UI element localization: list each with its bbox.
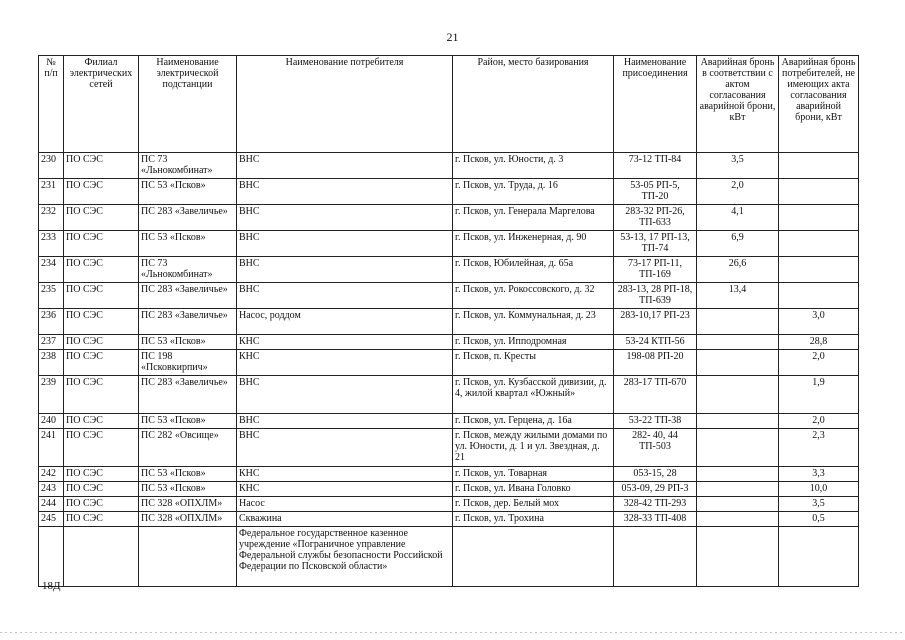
row-consumer: ВНС <box>237 205 453 231</box>
table-row <box>39 482 859 497</box>
row-branch: ПО СЭС <box>64 309 139 335</box>
row-consumer: Насос <box>237 497 453 512</box>
table-row <box>39 467 859 482</box>
table-row <box>39 429 859 467</box>
row-substation: ПС 328 «ОПХЛМ» <box>139 512 237 527</box>
row-connection: 283-17 ТП-670 <box>614 376 697 414</box>
row-consumer: Федеральное государственное казенное учреждение «Пограничное управление Федеральной службы безопасности Российской Федерации по Псковской области» <box>237 527 453 587</box>
row-district: г. Псков, ул. Ипподромная <box>453 335 614 350</box>
table-row <box>39 231 859 257</box>
row-connection: 198-08 РП-20 <box>614 350 697 376</box>
row-substation: ПС 53 «Псков» <box>139 335 237 350</box>
row-consumer: Скважина <box>237 512 453 527</box>
row-substation: ПС 53 «Псков» <box>139 179 237 205</box>
row-reserve-noact: 2,3 <box>779 429 859 467</box>
row-branch: ПО СЭС <box>64 335 139 350</box>
row-reserve-noact: 2,0 <box>779 350 859 376</box>
row-reserve-act <box>697 350 779 376</box>
row-consumer: КНС <box>237 467 453 482</box>
row-substation: ПС 73 «Льнокомбинат» <box>139 153 237 179</box>
row-reserve-noact <box>779 283 859 309</box>
row-connection: 53-24 КТП-56 <box>614 335 697 350</box>
row-branch: ПО СЭС <box>64 179 139 205</box>
row-substation: ПС 282 «Овсище» <box>139 429 237 467</box>
row-connection: 328-33 ТП-408 <box>614 512 697 527</box>
header-reserve-act: Аварийная бронь в соответствии с актом согласования аварийной брони, кВт <box>697 56 779 153</box>
row-reserve-act <box>697 376 779 414</box>
table-header-row <box>39 56 859 153</box>
row-branch: ПО СЭС <box>64 376 139 414</box>
row-consumer: КНС <box>237 335 453 350</box>
row-reserve-act <box>697 527 779 587</box>
header-connection: Наименование присоединения <box>614 56 697 153</box>
row-district: г. Псков, Юбилейная, д. 65а <box>453 257 614 283</box>
row-substation: ПС 283 «Завеличье» <box>139 309 237 335</box>
row-branch: ПО СЭС <box>64 283 139 309</box>
row-number: 232 <box>39 205 64 231</box>
reserve-table-wrapper <box>38 55 859 587</box>
row-district: г. Псков, ул. Трохина <box>453 512 614 527</box>
row-branch: ПО СЭС <box>64 467 139 482</box>
row-reserve-noact: 1,9 <box>779 376 859 414</box>
row-number: 237 <box>39 335 64 350</box>
row-reserve-act <box>697 429 779 467</box>
row-branch: ПО СЭС <box>64 153 139 179</box>
row-district: г. Псков, ул. Рокоссовского, д. 32 <box>453 283 614 309</box>
header-num: № п/п <box>39 56 64 153</box>
row-substation: ПС 53 «Псков» <box>139 414 237 429</box>
row-substation: ПС 283 «Завеличье» <box>139 205 237 231</box>
row-district: г. Псков, п. Кресты <box>453 350 614 376</box>
row-connection <box>614 527 697 587</box>
row-district: г. Псков, ул. Кузбасской дивизии, д. 4, жилой квартал «Южный» <box>453 376 614 414</box>
row-reserve-act <box>697 335 779 350</box>
row-reserve-act <box>697 482 779 497</box>
row-reserve-noact <box>779 205 859 231</box>
table-row <box>39 179 859 205</box>
row-connection: 283-32 РП-26, ТП-633 <box>614 205 697 231</box>
table-row <box>39 205 859 231</box>
row-reserve-noact <box>779 179 859 205</box>
row-branch: ПО СЭС <box>64 350 139 376</box>
row-district: г. Псков, ул. Герцена, д. 16а <box>453 414 614 429</box>
row-reserve-act: 3,5 <box>697 153 779 179</box>
row-substation: ПС 53 «Псков» <box>139 231 237 257</box>
row-number: 233 <box>39 231 64 257</box>
row-reserve-noact <box>779 153 859 179</box>
row-branch: ПО СЭС <box>64 257 139 283</box>
scan-artifact-line <box>0 632 905 633</box>
row-district: г. Псков, ул. Юности, д. 3 <box>453 153 614 179</box>
row-number: 241 <box>39 429 64 467</box>
row-connection: 53-05 РП-5, ТП-20 <box>614 179 697 205</box>
page-number: 21 <box>446 30 459 44</box>
row-substation: ПС 328 «ОПХЛМ» <box>139 497 237 512</box>
row-district: г. Псков, ул. Генерала Маргелова <box>453 205 614 231</box>
row-reserve-act <box>697 467 779 482</box>
row-number: 236 <box>39 309 64 335</box>
row-connection: 73-17 РП-11, ТП-169 <box>614 257 697 283</box>
row-branch: ПО СЭС <box>64 512 139 527</box>
row-consumer: ВНС <box>237 429 453 467</box>
header-substation: Наименование электрической подстанции <box>139 56 237 153</box>
header-reserve-noact: Аварийная бронь потребителей, не имеющих акта согласования аварийной брони, кВт <box>779 56 859 153</box>
row-reserve-noact: 28,8 <box>779 335 859 350</box>
table-row <box>39 527 859 587</box>
row-connection: 53-22 ТП-38 <box>614 414 697 429</box>
row-reserve-noact: 0,5 <box>779 512 859 527</box>
row-branch <box>64 527 139 587</box>
row-reserve-act: 4,1 <box>697 205 779 231</box>
row-substation: ПС 53 «Псков» <box>139 467 237 482</box>
row-number: 239 <box>39 376 64 414</box>
row-district: г. Псков, ул. Товарная <box>453 467 614 482</box>
table-row <box>39 376 859 414</box>
row-number: 245 <box>39 512 64 527</box>
row-number: 235 <box>39 283 64 309</box>
row-consumer: ВНС <box>237 179 453 205</box>
emergency-reserve-table <box>38 55 859 587</box>
row-connection: 053-15, 28 <box>614 467 697 482</box>
row-branch: ПО СЭС <box>64 482 139 497</box>
row-substation: ПС 73 «Льнокомбинат» <box>139 257 237 283</box>
table-row <box>39 257 859 283</box>
row-branch: ПО СЭС <box>64 414 139 429</box>
row-number: 240 <box>39 414 64 429</box>
row-number: 243 <box>39 482 64 497</box>
row-substation: ПС 283 «Завеличье» <box>139 376 237 414</box>
row-district: г. Псков, ул. Коммунальная, д. 23 <box>453 309 614 335</box>
footer-code: 18Д <box>42 580 61 592</box>
row-reserve-noact <box>779 527 859 587</box>
row-reserve-noact <box>779 231 859 257</box>
row-branch: ПО СЭС <box>64 231 139 257</box>
row-consumer: ВНС <box>237 153 453 179</box>
table-row <box>39 497 859 512</box>
row-reserve-noact: 3,0 <box>779 309 859 335</box>
row-reserve-act: 6,9 <box>697 231 779 257</box>
row-connection: 53-13, 17 РП-13, ТП-74 <box>614 231 697 257</box>
row-consumer: КНС <box>237 350 453 376</box>
row-number: 230 <box>39 153 64 179</box>
row-connection: 283-10,17 РП-23 <box>614 309 697 335</box>
row-reserve-act: 26,6 <box>697 257 779 283</box>
row-district: г. Псков, ул. Инженерная, д. 90 <box>453 231 614 257</box>
row-connection: 283-13, 28 РП-18, ТП-639 <box>614 283 697 309</box>
table-row <box>39 335 859 350</box>
table-row <box>39 153 859 179</box>
header-branch: Филиал электрических сетей <box>64 56 139 153</box>
header-district: Район, место базирования <box>453 56 614 153</box>
row-reserve-act: 2,0 <box>697 179 779 205</box>
row-branch: ПО СЭС <box>64 205 139 231</box>
row-district: г. Псков, ул. Ивана Головко <box>453 482 614 497</box>
row-consumer: ВНС <box>237 257 453 283</box>
row-reserve-noact: 10,0 <box>779 482 859 497</box>
table-row <box>39 350 859 376</box>
row-substation <box>139 527 237 587</box>
row-reserve-act <box>697 414 779 429</box>
table-row <box>39 512 859 527</box>
table-row <box>39 414 859 429</box>
row-consumer: ВНС <box>237 414 453 429</box>
row-consumer: ВНС <box>237 283 453 309</box>
row-connection: 328-42 ТП-293 <box>614 497 697 512</box>
row-number: 234 <box>39 257 64 283</box>
row-reserve-act <box>697 309 779 335</box>
row-reserve-noact: 3,5 <box>779 497 859 512</box>
row-reserve-act <box>697 512 779 527</box>
row-substation: ПС 53 «Псков» <box>139 482 237 497</box>
row-district: г. Псков, дер. Белый мох <box>453 497 614 512</box>
row-branch: ПО СЭС <box>64 429 139 467</box>
row-consumer: ВНС <box>237 231 453 257</box>
row-connection: 053-09, 29 РП-3 <box>614 482 697 497</box>
row-district: г. Псков, между жилыми домами по ул. Юности, д. 1 и ул. Звездная, д. 21 <box>453 429 614 467</box>
row-consumer: ВНС <box>237 376 453 414</box>
row-reserve-act: 13,4 <box>697 283 779 309</box>
row-branch: ПО СЭС <box>64 497 139 512</box>
row-number: 231 <box>39 179 64 205</box>
row-consumer: КНС <box>237 482 453 497</box>
row-connection: 73-12 ТП-84 <box>614 153 697 179</box>
row-reserve-noact: 2,0 <box>779 414 859 429</box>
row-district <box>453 527 614 587</box>
row-district: г. Псков, ул. Труда, д. 16 <box>453 179 614 205</box>
row-number: 238 <box>39 350 64 376</box>
row-number: 242 <box>39 467 64 482</box>
row-connection: 282- 40, 44 ТП-503 <box>614 429 697 467</box>
row-number: 244 <box>39 497 64 512</box>
row-consumer: Насос, роддом <box>237 309 453 335</box>
row-substation: ПС 283 «Завеличье» <box>139 283 237 309</box>
table-row <box>39 283 859 309</box>
header-consumer: Наименование потребителя <box>237 56 453 153</box>
row-substation: ПС 198 «Псковкирпич» <box>139 350 237 376</box>
row-reserve-noact: 3,3 <box>779 467 859 482</box>
row-reserve-noact <box>779 257 859 283</box>
row-reserve-act <box>697 497 779 512</box>
table-row <box>39 309 859 335</box>
row-number <box>39 527 64 587</box>
